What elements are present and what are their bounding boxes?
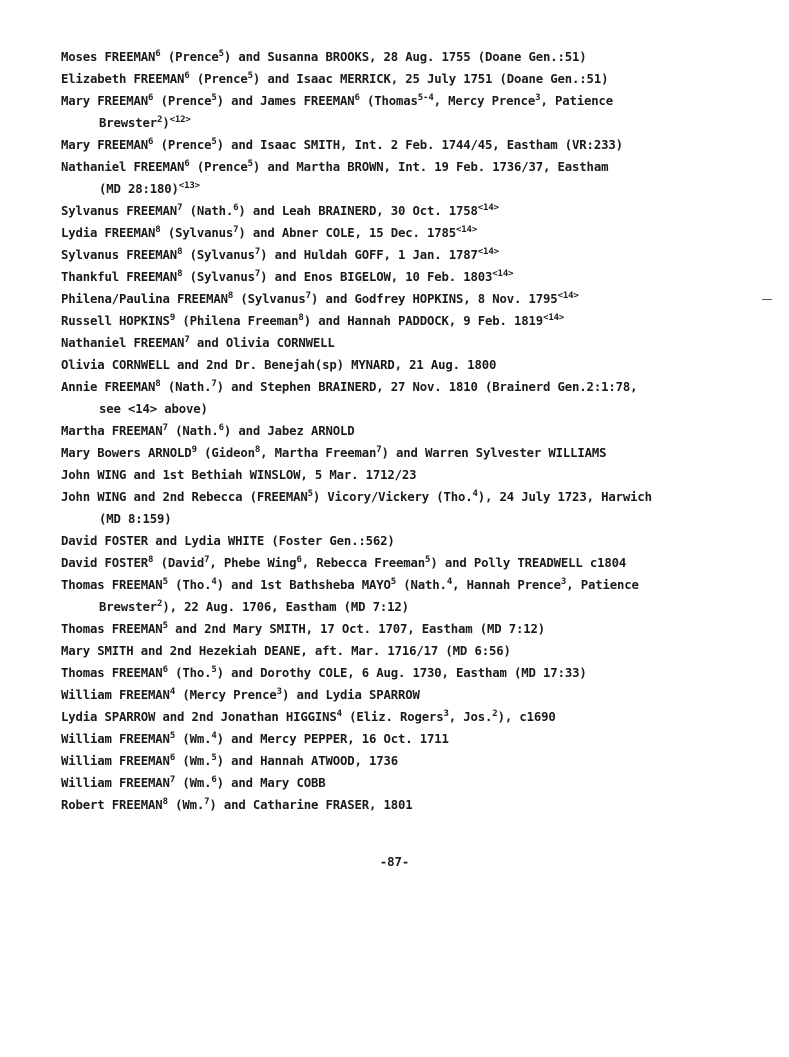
generation-superscript: 7 <box>204 797 210 807</box>
record-text: ), 22 Aug. 1706, Eastham (MD 7:12) <box>162 600 409 614</box>
record-text: , Mercy Prence <box>433 94 536 108</box>
record-text: (Thomas <box>359 94 418 108</box>
generation-superscript: 5 <box>162 577 168 587</box>
record-continuation-line <box>61 178 711 200</box>
record-text: (Wm. <box>167 798 205 812</box>
generation-superscript: <12> <box>169 115 191 125</box>
record-text: (Philena Freeman <box>175 314 299 328</box>
record-continuation-line <box>61 398 711 420</box>
generation-superscript: 3 <box>443 709 449 719</box>
generation-superscript: 5 <box>425 555 431 565</box>
record-text: Mary FREEMAN <box>61 138 149 152</box>
generation-superscript: 6 <box>296 555 302 565</box>
record-text: (Prence <box>189 160 248 174</box>
generation-superscript: 7 <box>204 555 210 565</box>
record-text: (Nath. <box>182 204 234 218</box>
generation-superscript: 6 <box>184 159 190 169</box>
generation-superscript: 9 <box>169 313 176 323</box>
record-text: ) and Warren Sylvester WILLIAMS <box>381 446 607 460</box>
generation-superscript: 8 <box>177 247 183 257</box>
record-text: (Mercy Prence <box>175 688 277 702</box>
generation-superscript: 7 <box>376 445 382 455</box>
record-text: (Sylvanus <box>233 292 306 306</box>
generation-superscript: <14> <box>456 225 478 235</box>
record-text: , Rebecca Freeman <box>301 556 426 570</box>
record-text: (Nath. <box>167 424 219 438</box>
generation-superscript: 3 <box>560 577 567 587</box>
record-text: Thomas FREEMAN <box>61 666 163 680</box>
record-entry <box>61 420 711 442</box>
record-text: John WING and 2nd Rebecca (FREEMAN <box>61 490 308 504</box>
record-text: (Sylvanus <box>182 248 255 262</box>
record-text: Martha FREEMAN <box>61 424 163 438</box>
record-text: , Patience <box>566 578 639 592</box>
record-text: Brewster <box>99 116 158 130</box>
record-text: ) and Susanna BROOKS, 28 Aug. 1755 (Doane Gen.:51) <box>223 50 587 64</box>
generation-superscript: 6 <box>155 49 161 59</box>
margin-mark <box>762 299 772 300</box>
record-text: ) and Dorothy COLE, 6 Aug. 1730, Eastham (MD 17:33) <box>216 666 587 680</box>
record-text: ) <box>162 116 170 130</box>
record-text: Elizabeth FREEMAN <box>61 72 185 86</box>
record-entry <box>61 486 711 530</box>
record-entry <box>61 68 711 90</box>
generation-superscript: 5 <box>247 159 253 169</box>
generation-superscript: 7 <box>211 379 217 389</box>
record-text: ) and Abner COLE, 15 Dec. 1785 <box>238 226 457 240</box>
generation-superscript: 5 <box>211 753 217 763</box>
record-text: (Wm. <box>175 754 212 768</box>
record-entry <box>61 530 711 552</box>
record-continuation-line <box>61 596 711 618</box>
record-text: William FREEMAN <box>61 776 170 790</box>
record-entry <box>61 310 711 332</box>
generation-superscript: 6 <box>148 93 154 103</box>
record-text: (David <box>153 556 205 570</box>
record-text: ) and Polly TREADWELL c1804 <box>430 556 627 570</box>
record-text: (Eliz. Rogers <box>341 710 444 724</box>
record-text: David FOSTER <box>61 556 149 570</box>
record-text: (Prence <box>153 94 212 108</box>
record-text: (Prence <box>160 50 219 64</box>
generation-superscript: 7 <box>233 225 239 235</box>
record-text: ) and Catharine FRASER, 1801 <box>209 798 413 812</box>
record-text: ) and Stephen BRAINERD, 27 Nov. 1810 (Brainerd Gen.2:1:78, <box>216 380 638 394</box>
record-text: and Olivia CORNWELL <box>189 336 335 350</box>
generation-superscript: 6 <box>162 665 168 675</box>
record-text: ) and Enos BIGELOW, 10 Feb. 1803 <box>260 270 493 284</box>
record-text: (Prence <box>153 138 212 152</box>
generation-superscript: 5 <box>169 731 176 741</box>
record-text: ) and Martha BROWN, Int. 19 Feb. 1736/37, Eastham <box>252 160 609 174</box>
record-text: William FREEMAN <box>61 688 170 702</box>
record-text: (MD 28:180) <box>99 182 179 196</box>
generation-superscript: 5 <box>211 137 217 147</box>
record-text: ), 24 July 1723, Harwich <box>477 490 652 504</box>
record-text: ) and Lydia SPARROW <box>281 688 420 702</box>
record-text: ) and 1st Bathsheba MAYO <box>216 578 391 592</box>
page-number: -87- <box>379 855 410 869</box>
generation-superscript: 8 <box>254 445 261 455</box>
record-text: (Wm. <box>175 776 212 790</box>
record-entry <box>61 134 711 156</box>
generation-superscript: 7 <box>184 335 190 345</box>
record-entry <box>61 200 711 222</box>
generation-superscript: 7 <box>177 203 183 213</box>
record-text: ) and Godfrey HOPKINS, 8 Nov. 1795 <box>310 292 558 306</box>
generation-superscript: 4 <box>211 731 217 741</box>
generation-superscript: 4 <box>211 577 217 587</box>
record-text: Lydia FREEMAN <box>61 226 156 240</box>
record-text: Mary Bowers ARNOLD <box>61 446 192 460</box>
generation-superscript: 7 <box>254 247 261 257</box>
record-text: ) Vicory/Vickery (Tho. <box>312 490 473 504</box>
record-entry <box>61 332 711 354</box>
generation-superscript: <14> <box>477 247 499 257</box>
record-text: (Sylvanus <box>182 270 255 284</box>
record-text: Moses FREEMAN <box>61 50 156 64</box>
record-entry <box>61 706 711 728</box>
record-text: ) and Huldah GOFF, 1 Jan. 1787 <box>260 248 478 262</box>
record-continuation-line <box>61 112 711 134</box>
record-entry <box>61 288 711 310</box>
generation-superscript: 8 <box>227 291 234 301</box>
generation-superscript: 7 <box>305 291 311 301</box>
record-text: Thomas FREEMAN <box>61 578 163 592</box>
generation-superscript: 8 <box>155 379 161 389</box>
record-text: (Sylvanus <box>160 226 234 240</box>
record-text: ), c1690 <box>497 710 556 724</box>
record-text: Olivia CORNWELL and 2nd Dr. Benejah(sp) MYNARD, 21 Aug. 1800 <box>61 358 497 372</box>
record-text: , Hannah Prence <box>452 578 561 592</box>
generation-superscript: 6 <box>218 423 224 433</box>
generation-superscript: 6 <box>233 203 239 213</box>
record-text: Nathaniel FREEMAN <box>61 160 185 174</box>
record-entry <box>61 244 711 266</box>
record-text: Brewster <box>99 600 158 614</box>
generation-superscript: 8 <box>177 269 183 279</box>
generation-superscript: <14> <box>557 291 579 301</box>
record-text: (Prence <box>189 72 248 86</box>
record-entry <box>61 772 711 794</box>
record-text: , Martha Freeman <box>260 446 377 460</box>
record-text: , Phebe Wing <box>209 556 297 570</box>
record-text: ) and Isaac SMITH, Int. 2 Feb. 1744/45, Eastham (VR:233) <box>216 138 623 152</box>
generation-superscript: 2 <box>157 599 163 609</box>
record-text: (MD 8:159) <box>99 512 172 526</box>
record-text: Mary FREEMAN <box>61 94 149 108</box>
record-text: , Jos. <box>448 710 493 724</box>
record-text: ) and Mary COBB <box>216 776 326 790</box>
record-continuation-line <box>61 508 711 530</box>
record-entry <box>61 222 711 244</box>
generation-superscript: 7 <box>169 775 176 785</box>
generation-superscript: 3 <box>535 93 541 103</box>
record-text: Sylvanus FREEMAN <box>61 204 178 218</box>
generation-superscript: 8 <box>162 797 168 807</box>
record-text: Annie FREEMAN <box>61 380 156 394</box>
generation-superscript: 2 <box>492 709 498 719</box>
record-entry <box>61 552 711 574</box>
record-entry <box>61 46 711 68</box>
record-text: Philena/Paulina FREEMAN <box>61 292 228 306</box>
record-text: (Wm. <box>175 732 212 746</box>
generation-superscript: 4 <box>169 687 176 697</box>
record-entry <box>61 574 711 618</box>
generation-superscript: 8 <box>298 313 304 323</box>
record-entry <box>61 464 711 486</box>
record-text: Mary SMITH and 2nd Hezekiah DEANE, aft. Mar. 1716/17 (MD 6:56) <box>61 644 511 658</box>
record-text: Robert FREEMAN <box>61 798 163 812</box>
record-entry <box>61 90 711 134</box>
generation-superscript: 6 <box>148 137 154 147</box>
record-entry <box>61 354 711 376</box>
generation-superscript: <14> <box>477 203 499 213</box>
generation-superscript: 9 <box>191 445 197 455</box>
record-text: ) and Hannah PADDOCK, 9 Feb. 1819 <box>303 314 544 328</box>
generation-superscript: 4 <box>336 709 342 719</box>
record-text: Sylvanus FREEMAN <box>61 248 178 262</box>
generation-superscript: 5 <box>218 49 224 59</box>
generation-superscript: 5 <box>211 93 217 103</box>
record-text: (Gideon <box>196 446 255 460</box>
generation-superscript: 3 <box>276 687 282 697</box>
record-text: Russell HOPKINS <box>61 314 170 328</box>
record-entry <box>61 266 711 288</box>
generation-superscript: 8 <box>148 555 154 565</box>
record-entry <box>61 662 711 684</box>
generation-superscript: 5 <box>211 665 217 675</box>
record-entry <box>61 618 711 640</box>
record-text: Nathaniel FREEMAN <box>61 336 185 350</box>
record-text: John WING and 1st Bethiah WINSLOW, 5 Mar. 1712/23 <box>61 468 417 482</box>
record-entry <box>61 794 711 816</box>
generation-superscript: <14> <box>492 269 514 279</box>
generation-superscript: 7 <box>162 423 168 433</box>
generation-superscript: 5 <box>247 71 253 81</box>
record-text: ) and Isaac MERRICK, 25 July 1751 (Doane Gen.:51) <box>252 72 609 86</box>
record-text: Lydia SPARROW and 2nd Jonathan HIGGINS <box>61 710 337 724</box>
generation-superscript: 4 <box>472 489 478 499</box>
generation-superscript: 6 <box>184 71 190 81</box>
generation-superscript: 5 <box>307 489 313 499</box>
record-entry <box>61 728 711 750</box>
record-text: ) and Leah BRAINERD, 30 Oct. 1758 <box>238 204 478 218</box>
generation-superscript: 5-4 <box>417 93 434 103</box>
generation-superscript: 6 <box>169 753 176 763</box>
generation-superscript: 5 <box>162 621 168 631</box>
record-text: Thomas FREEMAN <box>61 622 163 636</box>
record-text: ) and Mercy PEPPER, 16 Oct. 1711 <box>216 732 449 746</box>
record-text: and 2nd Mary SMITH, 17 Oct. 1707, Eastham (MD 7:12) <box>167 622 546 636</box>
generation-superscript: 4 <box>446 577 453 587</box>
record-text: Thankful FREEMAN <box>61 270 178 284</box>
record-text: (Tho. <box>167 578 212 592</box>
marriage-record-list <box>61 46 711 816</box>
record-entry <box>61 156 711 200</box>
record-text: , Patience <box>540 94 613 108</box>
record-text: ) and Jabez ARNOLD <box>223 424 355 438</box>
record-text: (Tho. <box>167 666 212 680</box>
record-entry <box>61 442 711 464</box>
record-entry <box>61 684 711 706</box>
record-text: (Nath. <box>396 578 447 592</box>
generation-superscript: <14> <box>543 313 565 323</box>
record-text: William FREEMAN <box>61 754 170 768</box>
record-text: see <14> above) <box>99 402 208 416</box>
generation-superscript: 8 <box>155 225 161 235</box>
record-entry <box>61 750 711 772</box>
record-text: ) and Hannah ATWOOD, 1736 <box>216 754 398 768</box>
generation-superscript: 2 <box>157 115 163 125</box>
generation-superscript: 5 <box>390 577 397 587</box>
record-text: David FOSTER and Lydia WHITE (Foster Gen.:562) <box>61 534 395 548</box>
generation-superscript: 6 <box>211 775 217 785</box>
record-entry <box>61 376 711 420</box>
generation-superscript: 6 <box>354 93 360 103</box>
record-text: ) and James FREEMAN <box>216 94 355 108</box>
record-text: (Nath. <box>160 380 212 394</box>
record-text: William FREEMAN <box>61 732 170 746</box>
generation-superscript: <13> <box>178 181 200 191</box>
generation-superscript: 7 <box>254 269 261 279</box>
record-entry <box>61 640 711 662</box>
